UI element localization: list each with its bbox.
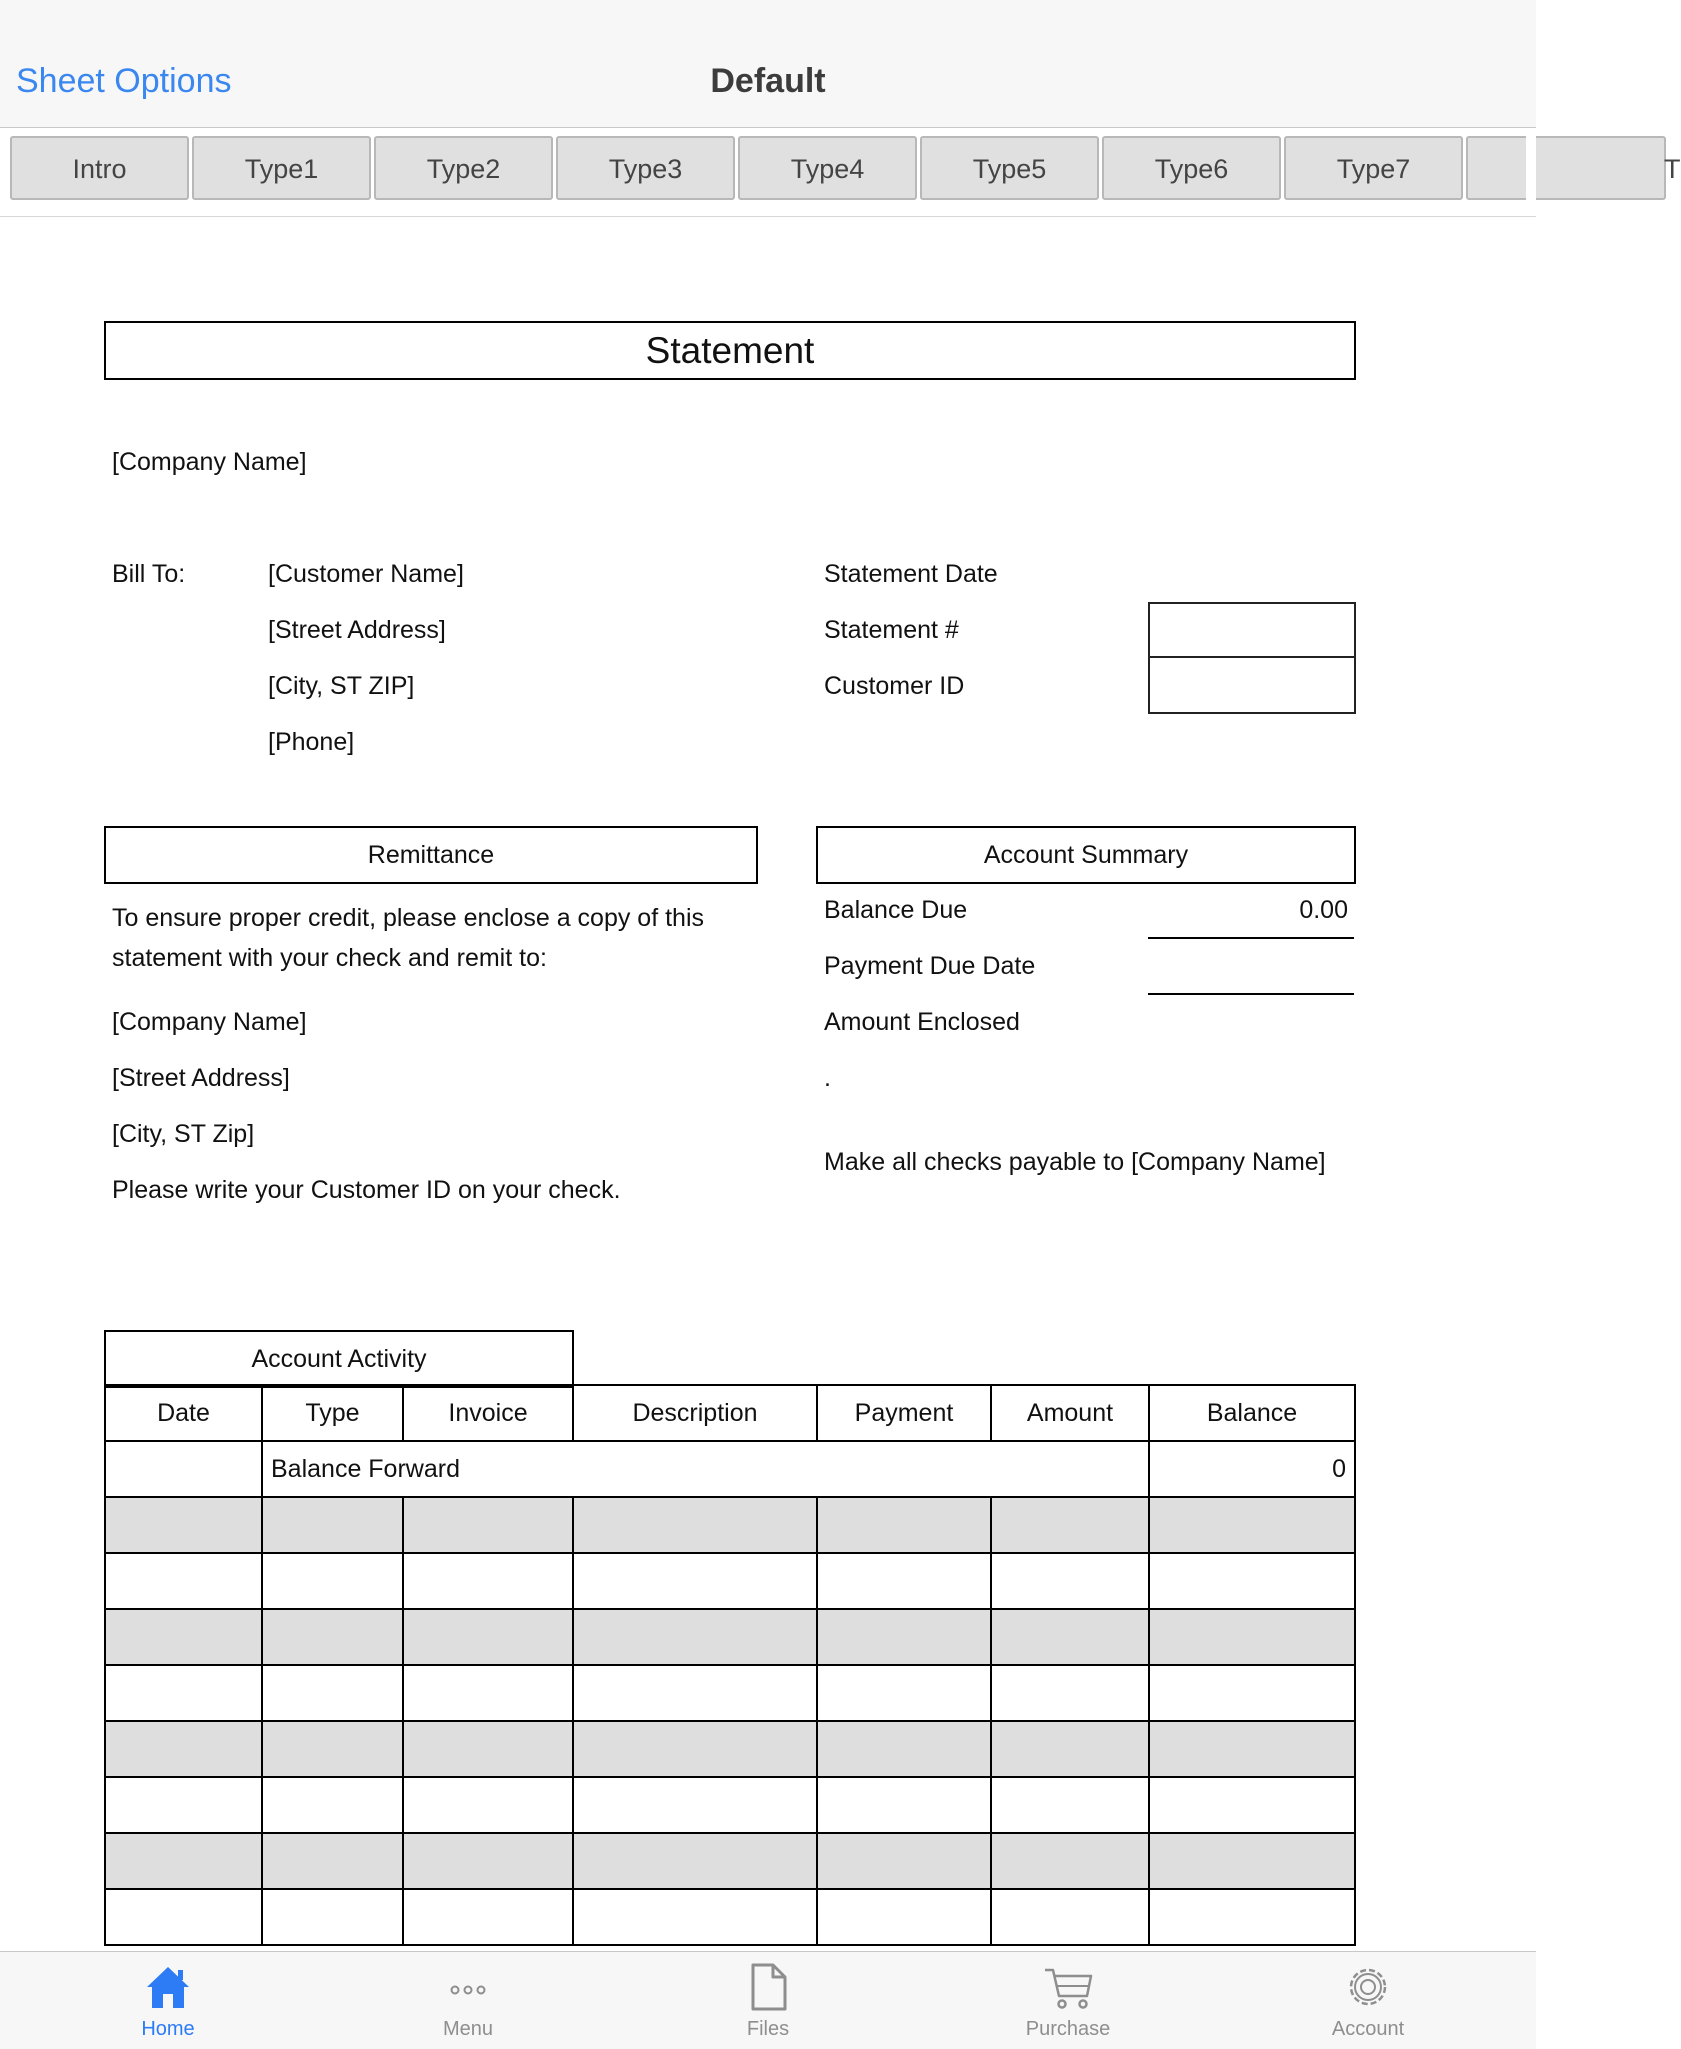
- statement-number-label: Statement #: [824, 616, 959, 644]
- table-row[interactable]: [105, 1665, 1355, 1721]
- table-cell[interactable]: [991, 1777, 1149, 1833]
- table-cell[interactable]: [105, 1889, 262, 1945]
- balance-forward-label: Balance Forward: [262, 1441, 1149, 1497]
- more-icon: [443, 1962, 493, 2012]
- table-cell[interactable]: [105, 1833, 262, 1889]
- table-cell[interactable]: [991, 1553, 1149, 1609]
- remit-city[interactable]: [City, ST Zip]: [112, 1120, 255, 1148]
- tab-purchase[interactable]: [918, 1952, 1218, 2049]
- table-cell[interactable]: [262, 1609, 403, 1665]
- table-cell[interactable]: [1149, 1609, 1355, 1665]
- tab-strip-edge: [1526, 128, 1536, 208]
- table-cell[interactable]: [105, 1441, 262, 1497]
- account-activity-header: Account Activity: [251, 1345, 427, 1373]
- tab-purchase-label: Purchase: [1025, 2018, 1111, 2040]
- tab-intro[interactable]: Intro: [10, 136, 189, 200]
- table-cell[interactable]: [105, 1665, 262, 1721]
- table-row[interactable]: [105, 1833, 1355, 1889]
- cart-icon: [1043, 1962, 1093, 2012]
- balance-due-value[interactable]: 0.00: [1299, 896, 1348, 924]
- table-cell[interactable]: [817, 1665, 991, 1721]
- table-cell[interactable]: [403, 1889, 573, 1945]
- table-cell[interactable]: [991, 1833, 1149, 1889]
- table-cell[interactable]: [403, 1777, 573, 1833]
- summary-dot: .: [824, 1064, 831, 1092]
- table-header-row: [105, 1385, 1355, 1441]
- balance-forward-row[interactable]: [105, 1441, 1355, 1497]
- statement-title: Statement: [645, 330, 815, 371]
- table-cell[interactable]: [403, 1665, 573, 1721]
- tab-type1[interactable]: Type1: [192, 136, 371, 200]
- file-icon: [743, 1962, 793, 2012]
- table-cell[interactable]: [1149, 1665, 1355, 1721]
- table-cell[interactable]: [1149, 1497, 1355, 1553]
- table-cell[interactable]: [105, 1553, 262, 1609]
- column-header-type: Type: [262, 1385, 403, 1441]
- table-cell[interactable]: [1149, 1777, 1355, 1833]
- statement-date-label: Statement Date: [824, 560, 998, 588]
- table-row[interactable]: [105, 1889, 1355, 1945]
- table-cell[interactable]: [573, 1777, 817, 1833]
- column-header-date: Date: [105, 1385, 262, 1441]
- table-cell[interactable]: [573, 1553, 817, 1609]
- payable-note: Make all checks payable to [Company Name]: [824, 1148, 1326, 1176]
- column-header-balance: Balance: [1149, 1385, 1355, 1441]
- account-summary-header-box: [816, 826, 1356, 884]
- column-header-payment: Payment: [817, 1385, 991, 1441]
- bill-to-label: Bill To:: [112, 560, 186, 588]
- customer-name[interactable]: [Customer Name]: [268, 560, 464, 588]
- table-cell[interactable]: [573, 1889, 817, 1945]
- table-cell[interactable]: [817, 1721, 991, 1777]
- table-cell[interactable]: [991, 1497, 1149, 1553]
- tab-home[interactable]: [18, 1952, 318, 2049]
- balance-due-underline: [1148, 937, 1354, 939]
- table-cell[interactable]: [105, 1721, 262, 1777]
- tab-type8-partial[interactable]: [1466, 136, 1681, 200]
- table-cell[interactable]: [573, 1721, 817, 1777]
- table-cell[interactable]: [1149, 1833, 1355, 1889]
- amount-enclosed-label: Amount Enclosed: [824, 1008, 1020, 1036]
- tab-account[interactable]: [1218, 1952, 1518, 2049]
- statement-title-box[interactable]: [104, 321, 1356, 380]
- table-cell[interactable]: [262, 1777, 403, 1833]
- table-cell[interactable]: [573, 1833, 817, 1889]
- account-activity-header-box: [104, 1330, 574, 1388]
- tab-type5[interactable]: Type5: [920, 136, 1099, 200]
- table-cell[interactable]: [262, 1497, 403, 1553]
- statement-number-field[interactable]: [1148, 602, 1356, 658]
- payment-due-date-label: Payment Due Date: [824, 952, 1036, 980]
- remittance-header: Remittance: [367, 841, 495, 869]
- table-cell[interactable]: [1149, 1889, 1355, 1945]
- bottom-tab-bar: [0, 1951, 1536, 2049]
- table-row[interactable]: [105, 1721, 1355, 1777]
- table-cell[interactable]: [817, 1553, 991, 1609]
- table-cell[interactable]: [105, 1777, 262, 1833]
- balance-due-label: Balance Due: [824, 896, 968, 924]
- balance-forward-value[interactable]: 0: [1149, 1441, 1355, 1497]
- column-header-invoice: Invoice: [403, 1385, 573, 1441]
- table-row[interactable]: [105, 1777, 1355, 1833]
- remittance-header-box: [104, 826, 758, 884]
- table-cell[interactable]: [262, 1553, 403, 1609]
- customer-phone[interactable]: [Phone]: [268, 728, 355, 756]
- company-name[interactable]: [Company Name]: [112, 448, 307, 476]
- table-cell[interactable]: [105, 1497, 262, 1553]
- remit-company-name[interactable]: [Company Name]: [112, 1008, 307, 1036]
- table-row[interactable]: [105, 1609, 1355, 1665]
- table-cell[interactable]: [991, 1609, 1149, 1665]
- home-icon: [143, 1962, 193, 2012]
- tab-label-partial: T: [1664, 154, 1681, 184]
- account-activity-table[interactable]: [104, 1384, 1356, 1946]
- tab-type6[interactable]: Type6: [1102, 136, 1281, 200]
- table-cell[interactable]: [817, 1609, 991, 1665]
- customer-street[interactable]: [Street Address]: [268, 616, 446, 644]
- gear-icon: [1343, 1962, 1393, 2012]
- tab-type3[interactable]: Type3: [556, 136, 735, 200]
- table-cell[interactable]: [403, 1497, 573, 1553]
- tab-files-label: Files: [746, 2018, 790, 2040]
- tab-type7[interactable]: Type7: [1284, 136, 1463, 200]
- remit-street[interactable]: [Street Address]: [112, 1064, 290, 1092]
- remittance-line-1: To ensure proper credit, please enclose a copy of this: [112, 904, 705, 932]
- table-cell[interactable]: [403, 1833, 573, 1889]
- tab-home-label: Home: [141, 2018, 195, 2040]
- column-header-amount: Amount: [991, 1385, 1149, 1441]
- payment-due-underline: [1148, 993, 1354, 995]
- table-cell[interactable]: [262, 1833, 403, 1889]
- table-cell[interactable]: [262, 1665, 403, 1721]
- table-cell[interactable]: [991, 1889, 1149, 1945]
- table-cell[interactable]: [403, 1609, 573, 1665]
- remittance-line-2: statement with your check and remit to:: [112, 944, 547, 972]
- tab-files[interactable]: [618, 1952, 918, 2049]
- account-summary-header: Account Summary: [983, 841, 1189, 869]
- sheet-options-button[interactable]: Sheet Options: [16, 62, 232, 100]
- sheet-tab-strip[interactable]: [0, 128, 1681, 217]
- table-cell[interactable]: [817, 1777, 991, 1833]
- table-cell[interactable]: [403, 1721, 573, 1777]
- table-cell[interactable]: [991, 1665, 1149, 1721]
- table-row[interactable]: [105, 1497, 1355, 1553]
- table-cell[interactable]: [262, 1721, 403, 1777]
- customer-id-label: Customer ID: [824, 672, 965, 700]
- table-cell[interactable]: [817, 1889, 991, 1945]
- tab-menu-label: Menu: [442, 2018, 494, 2040]
- tab-account-label: Account: [1331, 2018, 1405, 2040]
- customer-city[interactable]: [City, ST ZIP]: [268, 672, 415, 700]
- column-header-description: Description: [573, 1385, 817, 1441]
- table-cell[interactable]: [817, 1497, 991, 1553]
- table-cell[interactable]: [573, 1665, 817, 1721]
- tab-type4[interactable]: Type4: [738, 136, 917, 200]
- customer-id-field[interactable]: [1148, 656, 1356, 714]
- table-cell[interactable]: [1149, 1721, 1355, 1777]
- tab-type2[interactable]: Type2: [374, 136, 553, 200]
- table-cell[interactable]: [262, 1889, 403, 1945]
- table-cell[interactable]: [105, 1609, 262, 1665]
- table-row[interactable]: [105, 1553, 1355, 1609]
- page-title: Default: [710, 62, 826, 100]
- tab-menu[interactable]: [318, 1952, 618, 2049]
- navigation-bar: [0, 0, 1536, 128]
- table-cell[interactable]: [573, 1609, 817, 1665]
- table-cell[interactable]: [573, 1497, 817, 1553]
- table-cell[interactable]: [817, 1833, 991, 1889]
- table-cell[interactable]: [991, 1721, 1149, 1777]
- table-cell[interactable]: [1149, 1553, 1355, 1609]
- remit-note: Please write your Customer ID on your check.: [112, 1176, 621, 1204]
- table-cell[interactable]: [403, 1553, 573, 1609]
